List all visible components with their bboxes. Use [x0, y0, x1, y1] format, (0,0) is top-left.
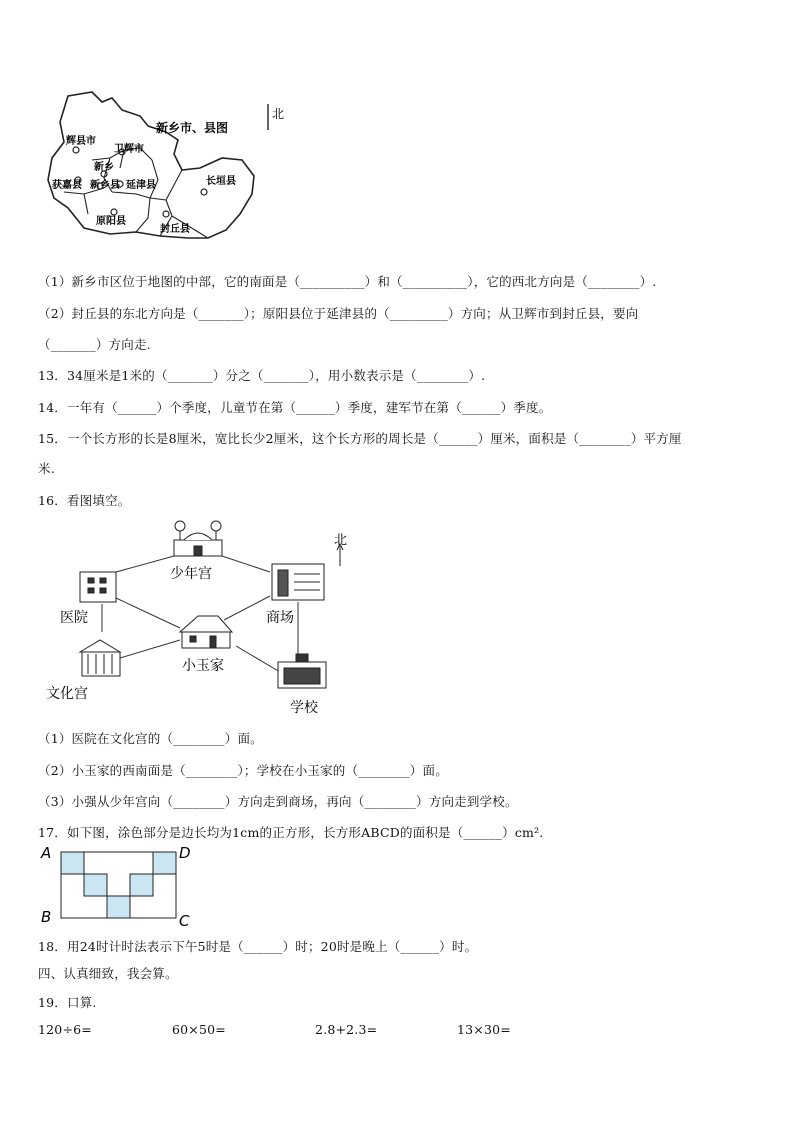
map-label-fengqiu: 封丘县: [160, 224, 190, 235]
question-15a: 15．一个长方形的长是8厘米，宽比长少2厘米，这个长方形的周长是（______）厘米，面积是（________）平方厘: [38, 431, 682, 446]
calc-item-4: 13×30=: [457, 1022, 511, 1037]
map-label-yanjin: 延津县: [126, 180, 156, 191]
label-a: A: [41, 844, 52, 862]
location-diagram: [40, 512, 370, 718]
place-wenhuagong: 文化宫: [46, 686, 88, 702]
place-shaoniangong: 少年宫: [170, 566, 212, 582]
map-outline: [48, 92, 254, 238]
hospital-icon: [80, 572, 116, 602]
place-yiyuan: 医院: [60, 610, 88, 626]
label-c: C: [179, 912, 190, 930]
diagram-north-label: 北: [334, 533, 348, 548]
xinxiang-map: [40, 88, 300, 246]
place-xiaoyujia: 小玉家: [182, 658, 224, 674]
map-label-xinxiangxian: 新乡县: [90, 180, 120, 191]
school-icon: [278, 654, 326, 688]
shaoniangong-icon: [174, 521, 222, 556]
q12-part1: （1）新乡市区位于地图的中部，它的南面是（__________）和（__________），它的西北方向是（________）.: [38, 274, 657, 289]
q12-part2b: （_______）方向走.: [38, 337, 151, 352]
question-15b: 米.: [38, 461, 55, 476]
question-18: 18．用24时计时法表示下午5时是（______）时；20时是晚上（______）时。: [38, 939, 478, 954]
map-title: 新乡市、县图: [156, 121, 229, 135]
map-label-yuanyang: 原阳县: [96, 216, 126, 227]
q16-sub3: （3）小强从少年宫向（________）方向走到商场，再向（________）方向走到学校。: [38, 794, 518, 809]
map-label-changyuan: 长垣县: [206, 176, 236, 187]
section-4-heading: 四、认真细致，我会算。: [38, 966, 178, 981]
map-label-huixian: 辉县市: [66, 136, 96, 147]
place-shangchang: 商场: [266, 610, 294, 626]
question-19-title: 19．口算.: [38, 995, 97, 1010]
question-14: 14．一年有（______）个季度，儿童节在第（______）季度，建军节在第（______）季度。: [38, 400, 552, 415]
q16-sub1: （1）医院在文化宫的（________）面。: [38, 731, 263, 746]
question-13: 13．34厘米是1米的（_______）分之（_______），用小数表示是（________）.: [38, 368, 486, 383]
q12-part2a: （2）封丘县的东北方向是（_______）；原阳县位于延津县的（_________）方向；从卫辉市到封丘县，要向: [38, 306, 639, 321]
place-xuexiao: 学校: [290, 700, 318, 716]
calc-item-1: 120÷6=: [38, 1022, 92, 1037]
label-d: D: [179, 844, 191, 862]
map-label-xinxiang: 新乡: [94, 162, 114, 173]
home-icon: [180, 616, 232, 648]
q16-sub2: （2）小玉家的西南面是（________）；学校在小玉家的（________）面。: [38, 763, 448, 778]
map-label-weihui: 卫辉市: [114, 144, 144, 155]
shaded-squares: [61, 852, 176, 918]
calc-item-2: 60×50=: [172, 1022, 226, 1037]
map-north-label: 北: [272, 107, 285, 121]
question-17: 17．如下图，涂色部分是边长均为1cm的正方形，长方形ABCD的面积是（______）cm².: [38, 825, 544, 840]
question-16-title: 16．看图填空。: [38, 493, 131, 508]
rectangle-abcd: [36, 842, 206, 930]
culture-palace-icon: [80, 640, 120, 676]
calc-item-3: 2.8+2.3=: [315, 1022, 378, 1037]
label-b: B: [41, 908, 52, 926]
map-label-huojia: 获嘉县: [52, 180, 82, 191]
mall-icon: [272, 564, 324, 600]
